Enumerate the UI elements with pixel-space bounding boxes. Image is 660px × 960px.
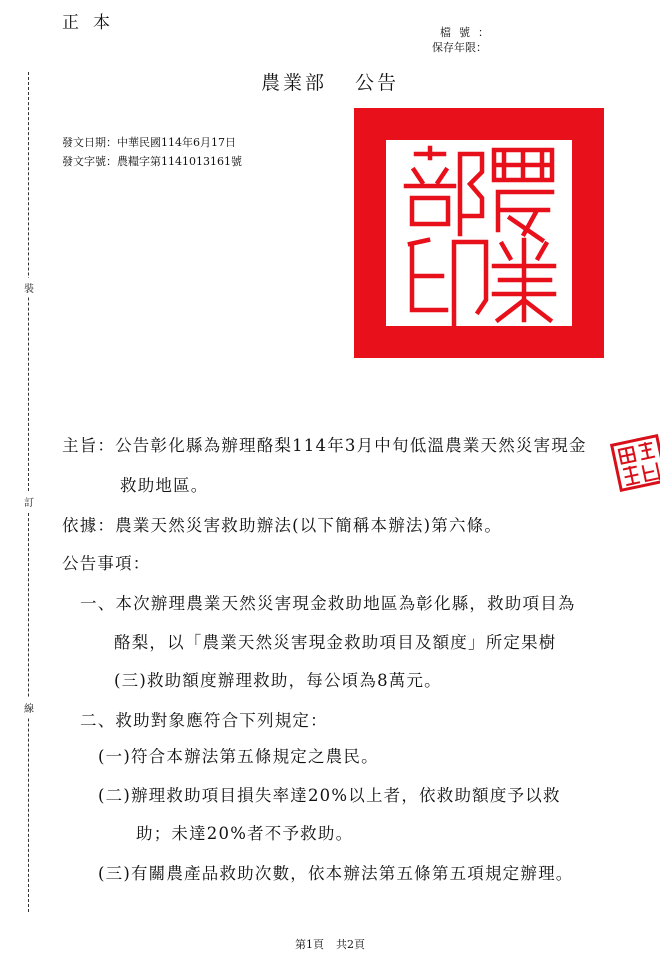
item-1-line-2: 酪梨，以「農業天然災害現金救助項目及額度」所定果樹 [114, 633, 557, 652]
small-seal-glyphs [609, 433, 660, 492]
current-page: 第1頁 [295, 938, 324, 951]
item-2-sub-1: (一)符合本辦法第五條規定之農民。 [98, 747, 379, 766]
item-1-line-3: (三)救助額度辦理救助，每公頃為8萬元。 [114, 671, 442, 690]
file-number-label: 檔號： [440, 26, 497, 39]
issue-number: 發文字號：農糧字第1141013161號 [62, 155, 242, 168]
document-title [0, 68, 660, 95]
item-2-sub-2-line-1: (二)辦理救助項目損失率達20%以上者，依救助額度予以救 [98, 786, 561, 805]
item-2-sub-2-line-2: 助；未達20%者不予救助。 [136, 824, 354, 843]
small-seal [609, 433, 660, 492]
official-seal [354, 108, 604, 358]
subject-line-1: 主旨：公告彰化縣為辦理酪梨114年3月中旬低溫農業天然災害現金 [62, 436, 587, 455]
seal-script-glyphs [386, 140, 572, 326]
page-number [0, 936, 660, 952]
retention-period-label: 保存年限： [432, 41, 487, 54]
item-2-sub-3: (三)有關農產品救助次數，依本辦法第五條第五項規定辦理。 [98, 864, 574, 883]
subject-line-2: 救助地區。 [120, 476, 209, 495]
total-pages: 共2頁 [336, 938, 365, 951]
binding-mark-xian: 線 [22, 698, 36, 717]
basis-line: 依據：農業天然災害救助辦法(以下簡稱本辦法)第六條。 [62, 516, 503, 535]
copy-type-label: 正本 [62, 13, 124, 33]
items-heading: 公告事項： [62, 554, 151, 573]
item-2-heading: 二、救助對象應符合下列規定： [80, 711, 328, 730]
document-type: 公告 [355, 72, 400, 94]
agency-name: 農業部 [260, 72, 327, 94]
binding-mark-zhuang: 裝 [22, 278, 36, 297]
item-1-line-1: 一、本次辦理農業天然災害現金救助地區為彰化縣，救助項目為 [80, 594, 576, 613]
issue-date: 發文日期：中華民國114年6月17日 [62, 136, 236, 149]
binding-mark-ding: 訂 [22, 492, 36, 511]
